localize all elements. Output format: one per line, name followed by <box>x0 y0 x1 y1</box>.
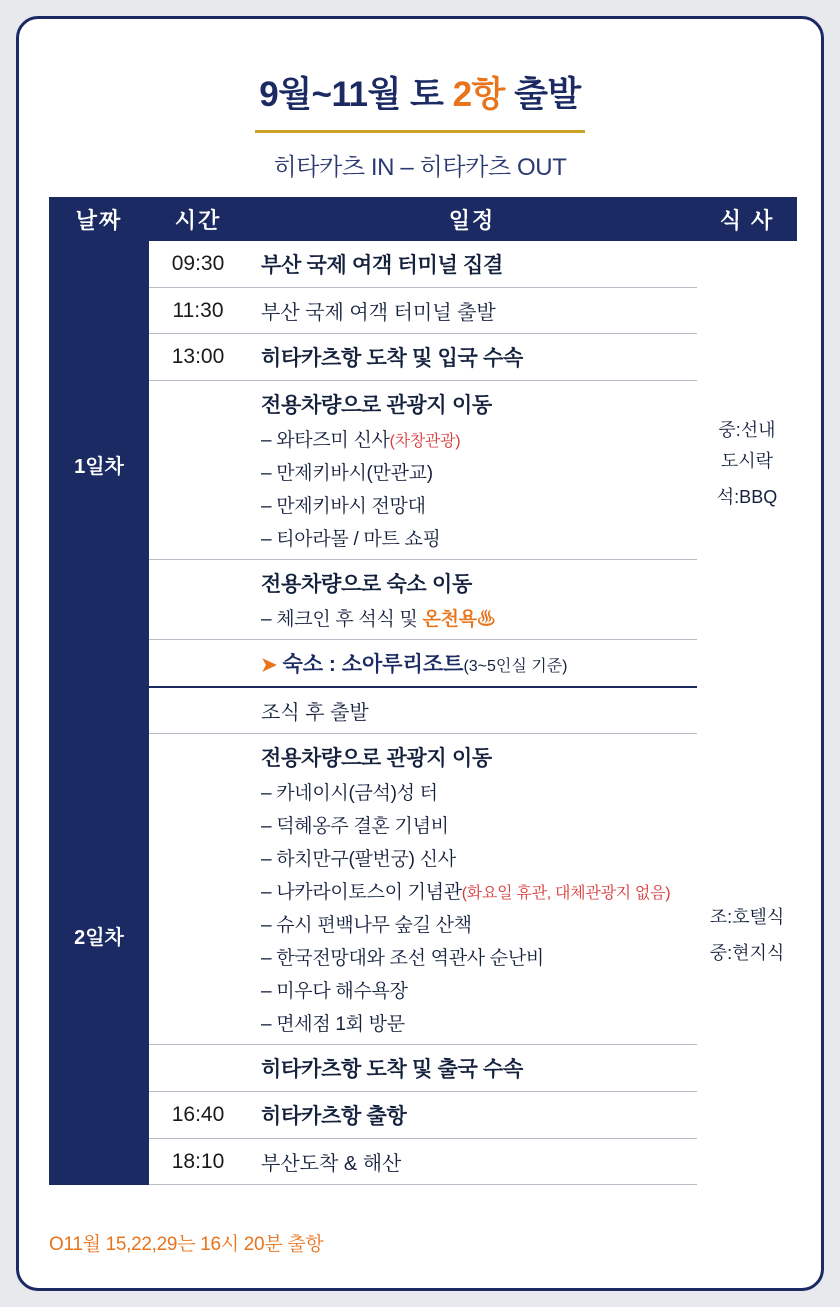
itinerary-subline <box>261 811 697 838</box>
subline-text: – 와타즈미 신사 <box>261 430 390 451</box>
row-hotel <box>247 640 697 688</box>
itinerary-subline <box>261 844 697 871</box>
subline-text: – 만제키바시 전망대 <box>261 496 426 517</box>
row-itinerary <box>247 734 697 1045</box>
row-time: 16:40 <box>149 1092 247 1139</box>
itinerary-subline <box>261 524 697 551</box>
day-label-1: 1일차 <box>49 241 149 687</box>
subline-text: – 나카라이토스이 기념관 <box>261 882 462 903</box>
itinerary-title: 부산 국제 여객 터미널 출발 <box>261 302 496 324</box>
itinerary-title: 히타카츠항 도착 및 입국 수속 <box>261 347 523 370</box>
row-itinerary <box>247 1045 697 1092</box>
itinerary-subline <box>261 604 697 631</box>
row-time <box>149 560 247 640</box>
table-header-row <box>49 197 797 241</box>
schedule-table <box>49 197 797 1185</box>
itinerary-title: 전용차량으로 숙소 이동 <box>261 573 472 596</box>
table-row <box>49 381 797 560</box>
table-row <box>49 734 797 1045</box>
table-row <box>49 687 797 734</box>
meal-line: 조:호텔식 <box>709 907 785 928</box>
day-label-2: 2일차 <box>49 687 149 1185</box>
itinerary-subline <box>261 778 697 805</box>
row-time: 13:00 <box>149 334 247 381</box>
subtitle: 히타카츠 IN – 히타카츠 OUT <box>273 154 567 181</box>
row-time <box>149 734 247 1045</box>
row-time <box>149 687 247 734</box>
title-part2: 출발 <box>504 75 581 114</box>
itinerary-subline <box>261 976 697 1003</box>
table-row <box>49 1045 797 1092</box>
schedule-card <box>16 16 824 1291</box>
itinerary-title: 조식 후 출발 <box>261 702 369 724</box>
col-header-date: 날짜 <box>49 197 149 241</box>
subline-text: – 면세점 1회 방문 <box>261 1014 405 1035</box>
table-row <box>49 1092 797 1139</box>
itinerary-subline <box>261 1009 697 1036</box>
itinerary-subline <box>261 425 697 452</box>
subline-text: – 한국전망대와 조선 역관사 순난비 <box>261 948 544 969</box>
row-time: 11:30 <box>149 288 247 334</box>
row-itinerary <box>247 687 697 734</box>
subline-text: – 덕혜옹주 결혼 기념비 <box>261 816 449 837</box>
table-row <box>49 288 797 334</box>
row-time <box>149 1045 247 1092</box>
col-header-time: 시간 <box>149 197 247 241</box>
row-itinerary <box>247 1139 697 1185</box>
itinerary-title: 부산 국제 여객 터미널 집결 <box>261 254 503 277</box>
header-block <box>19 19 821 182</box>
title-part1: 9월~11월 토 <box>259 75 453 114</box>
arrow-icon: ➤ <box>261 655 277 676</box>
row-time <box>149 381 247 560</box>
row-time <box>149 640 247 688</box>
itinerary-subline <box>261 910 697 937</box>
row-itinerary <box>247 1092 697 1139</box>
itinerary-subline <box>261 877 697 904</box>
col-header-meal: 식 사 <box>697 197 797 241</box>
subline-text: – 슈시 편백나무 숲길 산책 <box>261 915 472 936</box>
meal-cell-day1 <box>697 241 797 687</box>
footnote: O11월 15,22,29는 16시 20분 출항 <box>49 1234 324 1255</box>
subline-text: – 티아라몰 / 마트 쇼핑 <box>261 529 441 550</box>
onsen-highlight: 온천욕♨ <box>422 609 496 630</box>
meal-line: 중:선내 <box>718 419 776 440</box>
itinerary-subline <box>261 458 697 485</box>
meal-line: 석:BBQ <box>716 486 778 507</box>
table-row <box>49 1139 797 1185</box>
meal-line: 도시락 <box>720 451 774 472</box>
meal-line: 중:현지식 <box>709 942 785 963</box>
row-time: 09:30 <box>149 241 247 288</box>
col-header-itinerary: 일정 <box>247 197 697 241</box>
subline-note: (화요일 휴관, 대체관광지 없음) <box>461 885 671 902</box>
itinerary-title: 전용차량으로 관광지 이동 <box>261 394 492 417</box>
table-row <box>49 640 797 688</box>
itinerary-title: 부산도착 & 해산 <box>261 1153 402 1175</box>
hotel-label: 숙소 : 소아루리조트 <box>282 653 464 676</box>
row-itinerary <box>247 334 697 381</box>
row-itinerary <box>247 381 697 560</box>
itinerary-subline <box>261 943 697 970</box>
meal-cell-day2 <box>697 687 797 1185</box>
subline-text: – 하치만구(팔번궁) 신사 <box>261 849 456 870</box>
table-row <box>49 334 797 381</box>
hotel-note: (3~5인실 기준) <box>463 658 568 675</box>
row-itinerary <box>247 560 697 640</box>
page-title <box>19 67 821 117</box>
row-itinerary <box>247 288 697 334</box>
title-accent: 2항 <box>452 75 505 114</box>
subline-text: – 카네이시(금석)성 터 <box>261 783 438 804</box>
subline-text: – 만제키바시(만관교) <box>261 463 433 484</box>
itinerary-subline <box>261 491 697 518</box>
title-divider <box>255 130 585 133</box>
itinerary-title: 전용차량으로 관광지 이동 <box>261 747 492 770</box>
subline-text: – 체크인 후 석식 및 <box>261 609 423 630</box>
subline-note: (차창관광) <box>389 433 461 450</box>
row-time: 18:10 <box>149 1139 247 1185</box>
table-row <box>49 560 797 640</box>
itinerary-title: 히타카츠항 출항 <box>261 1105 407 1128</box>
table-row <box>49 241 797 288</box>
subline-text: – 미우다 해수욕장 <box>261 981 408 1002</box>
itinerary-title: 히타카츠항 도착 및 출국 수속 <box>261 1058 523 1081</box>
row-itinerary <box>247 241 697 288</box>
